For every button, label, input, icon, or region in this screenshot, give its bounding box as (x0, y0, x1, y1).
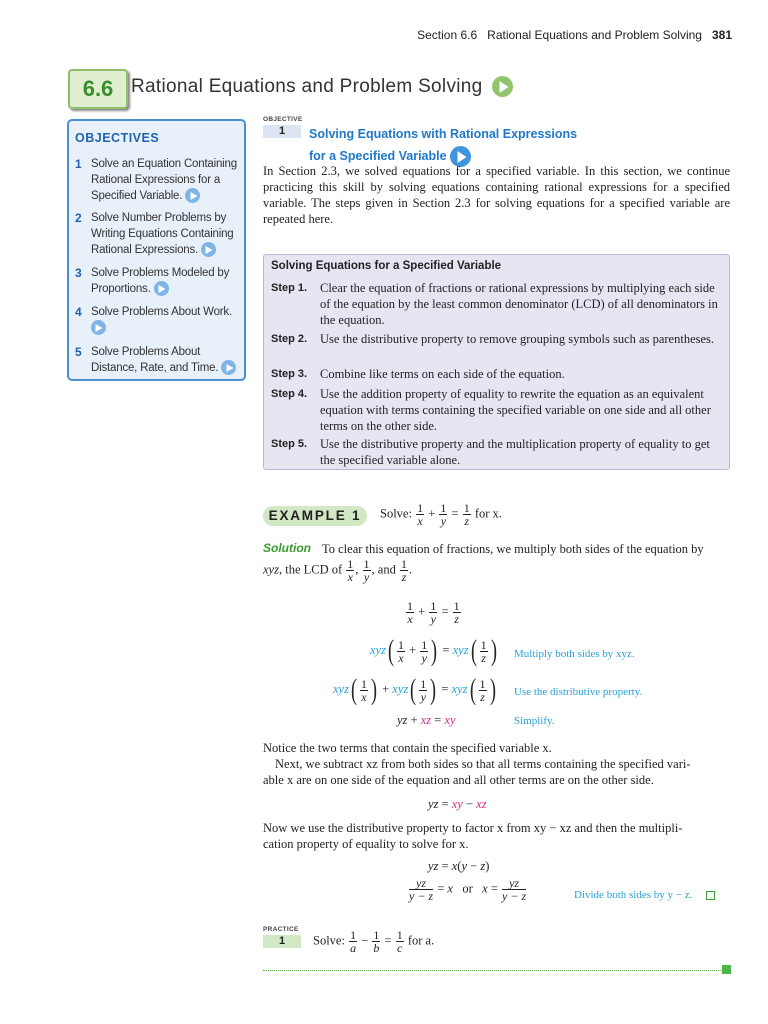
step-4 (271, 386, 721, 434)
equation-solved: $\frac{yz}{y - z}$ = x or x = $\frac{yz}{y - z}$ (409, 876, 527, 903)
running-header (380, 28, 732, 42)
step-2 (271, 331, 721, 347)
step-text: Use the addition property of equality to rewrite the equation as an equivalent equation with terms containing the specified variable on one side and all other terms on the other side. (320, 387, 711, 433)
example-badge: EXAMPLE 1 (263, 506, 367, 526)
objective-item-4[interactable] (75, 304, 243, 336)
practice-solve-word: Solve: (313, 933, 345, 948)
objective-title-line-2: for a Specified Variable (309, 149, 447, 163)
steps-heading: Solving Equations for a Specified Variable (271, 260, 502, 272)
dotted-divider (263, 970, 721, 971)
step-text: Use the distributive property and the multiplication property of equality to get the specified variable alone. (320, 437, 710, 467)
note-divide (574, 889, 715, 901)
objective-title-line-1: Solving Equations with Rational Expressions (309, 127, 578, 141)
next-text-line-2: able x are on one side of the equation and all other terms are on the other side. (263, 773, 654, 787)
step-1 (271, 280, 721, 328)
intro-paragraph: In Section 2.3, we solved equations for a specified variable. In this section, we continue practicing this skill by solving equations containing rational expressions for a specified variable. The steps given in Section 2.3 for solving equations for a specified variable are repeated here. (263, 164, 730, 226)
play-video-icon[interactable] (492, 76, 513, 97)
step-3 (271, 366, 721, 382)
equation-multiply: xyz( $\frac{1}{x}$ + $\frac{1}{y}$ ) = xyz( $\frac{1}{z}$ ) (370, 634, 497, 667)
objective-number: 2 (75, 211, 82, 225)
notice-text: Notice the two terms that contain the specified variable x. (263, 741, 552, 755)
end-of-example-icon (706, 891, 715, 900)
example-problem: Solve: $\frac{1}{x}$ + $\frac{1}{y}$ = $\frac{1}{z}$ for x. (380, 501, 502, 528)
step-text: Clear the equation of fractions or rational expressions by multiplying each side of the equation by the least common denominator (LCD) of all denominators in the equation. (320, 281, 718, 327)
play-video-icon[interactable] (221, 360, 236, 375)
note-distributive: Use the distributive property. (514, 686, 643, 698)
step-label: Step 3. (271, 368, 308, 380)
practice-number-box: 1 (263, 935, 301, 948)
or-word: or (462, 881, 473, 896)
section-title-text: Rational Equations and Problem Solving (131, 76, 483, 97)
practice-small-label: PRACTICE (263, 926, 299, 933)
play-video-icon[interactable] (201, 242, 216, 257)
running-header-text: Section 6.6 Rational Equations and Problem Solving (417, 28, 702, 42)
solution-text-line-1: To clear this equation of fractions, we multiply both sides of the equation by (322, 542, 704, 556)
objective-number-box: 1 (263, 125, 301, 138)
solution-text-line-2: xyz, the LCD of $\frac{1}{x}$ , $\frac{1}{y}$ , and $\frac{1}{z}$ . (263, 557, 413, 584)
equation-simplified: yz + xz = xy (397, 713, 456, 727)
objective-text: Solve Problems About Work. (91, 306, 232, 318)
objectives-sidebar (67, 119, 246, 381)
next-text-line-1: Next, we subtract xz from both sides so that all terms containing the specified vari- (275, 757, 691, 771)
step-label: Step 4. (271, 388, 308, 400)
objective-text: Solve Problems Modeled by Proportions. (91, 267, 230, 295)
equation-distribute: xyz( $\frac{1}{x}$ ) + xyz( $\frac{1}{y}$ ) = xyz( $\frac{1}{z}$ ) (333, 673, 496, 706)
section-number-badge: 6.6 (68, 69, 128, 109)
note-simplify: Simplify. (514, 715, 555, 727)
note-multiply: Multiply both sides by xyz. (514, 648, 635, 660)
objective-text: Solve Number Problems by Writing Equations Containing Rational Expressions. (91, 212, 234, 256)
objective-item-3[interactable] (75, 265, 243, 297)
lcd-text: , the LCD of (278, 562, 343, 577)
solution-label: Solution (263, 541, 311, 555)
step-text: Use the distributive property to remove grouping symbols such as parentheses. (320, 332, 715, 346)
equation-original: $\frac{1}{x}$ + $\frac{1}{y}$ = $\frac{1}{z}$ (407, 599, 460, 626)
now-text-line-2: cation property of equality to solve for x. (263, 837, 469, 851)
objectives-heading: OBJECTIVES (75, 131, 160, 145)
practice-problem: Solve: $\frac{1}{a}$ − $\frac{1}{b}$ = $\frac{1}{c}$ for a. (313, 928, 435, 955)
objective-item-2[interactable] (75, 210, 243, 258)
now-text-line-1: Now we use the distributive property to factor x from xy − xz and then the multipli- (263, 821, 683, 835)
objective-number: 3 (75, 266, 82, 280)
and-word: , and (371, 562, 396, 577)
section-end-marker (722, 965, 731, 974)
play-video-icon[interactable] (154, 281, 169, 296)
equation-factored: yz = x(y − z) (428, 859, 490, 873)
section-title (131, 76, 513, 98)
objective-small-label: OBJECTIVE (263, 116, 303, 123)
step-label: Step 5. (271, 438, 308, 450)
note-divide-text: Divide both sides by y − z. (574, 889, 693, 901)
objective-title (309, 123, 577, 167)
objective-number: 4 (75, 305, 82, 319)
page-number: 381 (711, 28, 732, 42)
objective-number: 5 (75, 345, 82, 359)
objective-text: Solve Problems About Distance, Rate, and Time. (91, 346, 219, 374)
steps-box (263, 254, 730, 470)
objective-item-5[interactable] (75, 344, 243, 376)
practice-for-text: for a. (407, 933, 435, 948)
for-x-text: for x. (474, 506, 502, 521)
step-5 (271, 436, 721, 468)
play-video-icon[interactable] (91, 320, 106, 335)
lcd-variable: xyz (263, 562, 279, 577)
objective-item-1[interactable] (75, 156, 243, 204)
objective-text: Solve an Equation Containing Rational Expressions for a Specified Variable. (91, 158, 237, 202)
step-text: Combine like terms on each side of the equation. (320, 367, 565, 381)
step-label: Step 2. (271, 333, 308, 345)
equation-subtracted: yz = xy − xz (428, 797, 487, 811)
solve-word: Solve: (380, 506, 412, 521)
step-label: Step 1. (271, 282, 308, 294)
objective-number: 1 (75, 157, 82, 171)
play-video-icon[interactable] (185, 188, 200, 203)
